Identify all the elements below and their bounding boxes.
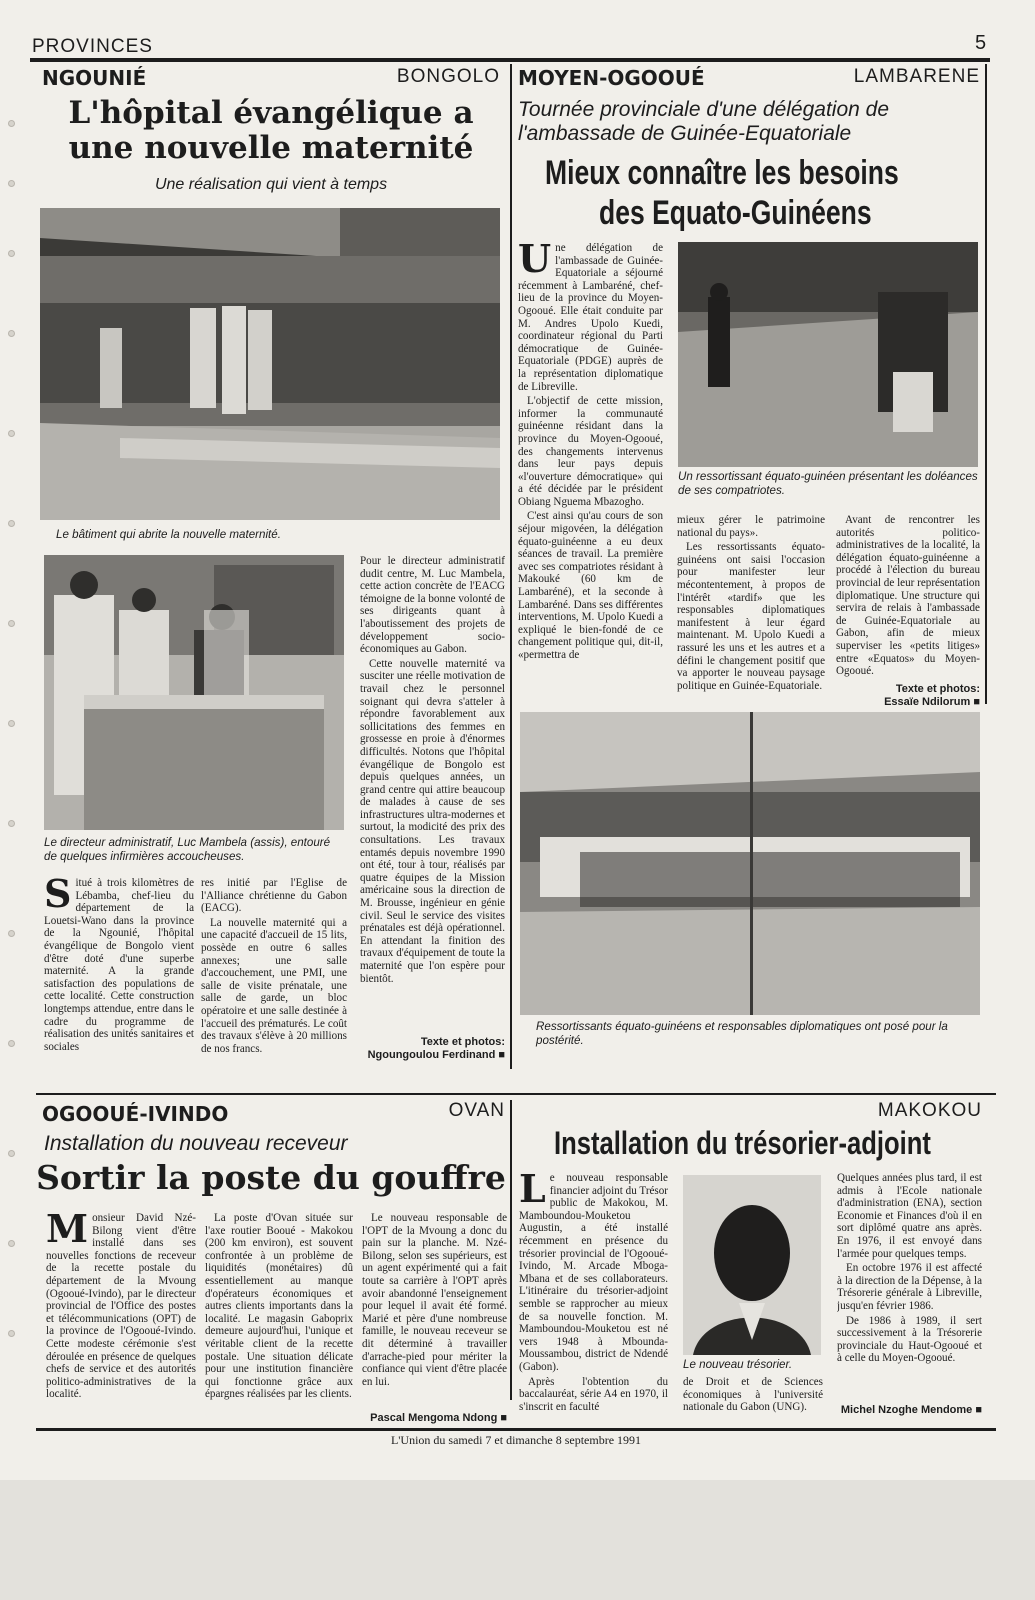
- article1-subtitle: Une réalisation qui vient à temps: [154, 176, 388, 193]
- article3-kicker: Installation du nouveau receveur: [44, 1132, 348, 1155]
- article3-place: OVAN: [448, 1100, 505, 1121]
- article3-col1: Monsieur David Nzé-Bilong vient d'être installé dans ses nouvelles fonctions de receveur de la recette postale du département de la Mvoung (Ogooué-Ivindo), par le directeur provincial de l'Office des postes et télécommunications (OPT) de la province de l'Ogooué-Ivindo. Cette modeste cérémonie s'est déroulée en présence de quelques chefs de service et des autorités politico-administratives de la localité.: [46, 1212, 196, 1401]
- section-name: PROVINCES: [32, 36, 153, 57]
- article2-kicker: Tournée provinciale d'une délégation de l'ambassade de Guinée-Equatoriale: [518, 98, 890, 146]
- header-rule: [30, 58, 990, 62]
- article4-drop-cap: L: [519, 1172, 546, 1211]
- article3-region: OGOOUÉ-IVINDO: [42, 1102, 229, 1126]
- article3-title: Sortir la poste du gouffre: [36, 1158, 506, 1197]
- article2-col2: mieux gérer le patrimoine national du pays». Les ressortissants équato-guinéens ont saisi l'occasion pour manifester leur mécontentement, à propos de l'intérêt «tardif» que les responsables diplomatiques manifestent à leur égard maintenant. M. Upolo Kuedi a rassuré les uns et les autres et a défini le changement positif que va apporter le nouveau paysage politique en Guinée-Equatoriale.: [677, 514, 825, 692]
- page-number: 5: [975, 32, 987, 54]
- article1-photo1-caption: Le bâtiment qui abrite la nouvelle maternité.: [56, 528, 281, 541]
- article1-col1: Situé à trois kilomètres de Lébamba, chef-lieu du département de la Louetsi-Wano dans la province de la Ngounié, l'hôpital évangélique de Bongolo vient d'être doté d'une superbe maternité. A la grande satisfaction des populations de cette localité. Cette construction longtemps attendue, entre dans le cadre du programme de réalisation des unités sanitaires et sociales: [44, 877, 194, 1053]
- article1-title: L'hôpital évangélique a une nouvelle maternité: [68, 95, 474, 166]
- article3-signature: Pascal Mengoma Ndong ■: [370, 1412, 507, 1424]
- article1-region: NGOUNIÉ: [42, 66, 147, 90]
- article2-col1: Une délégation de l'ambassade de Guinée-Equatoriale a séjourné récemment à Lambaréné, chef-lieu de la province du Moyen-Ogooué. Elle était conduite par M. Andres Upolo Kuedi, coordinateur régional du Parti démocratique de Guinée-Equatoriale (PDGE) auprès de la représentation diplomatique de Libreville. L'objectif de cette mission, informer la communauté guinéenne résidant dans la province du Moyen-Ogooué, des changements intervenus dans leur pays depuis «l'ouverture démocratique» qui a été décidée par le président Obiang Nguema Mbazogho. C'est ainsi qu'au cours de son séjour migovéen, la délégation équato-guinéenne a eu deux séances de travail. La première avec ses compatriotes résidant à Makouké (60 km de Lambaréné), et la seconde à Lambaréné. Dans ses différentes interventions, M. Upolo Kuedi a expliqué le bien-fondé de ce changement politique qui, dit-il, «permettra de: [518, 242, 663, 661]
- article2-signature: Texte et photos: Essaïe Ndilorum ■: [884, 683, 980, 708]
- article4-col1: Le nouveau responsable financier adjoint du Trésor public de Makokou, M. Mamboundou-Mouketou Augustin, a été installé récemment en présence du trésorier provincial de l'Ogooué-Ivindo, M. Arcade Mboga-Mbana et de ses collaborateurs. L'itinéraire du trésorier-adjoint semble se rapprocher au mieux de sa nouvelle fonction. M. Mamboundou-Mouketou est né vers 1948 à Mbounda-Moussambou, district de Ndendé (Gabon). Après l'obtention du baccalauréat, série A4 en 1970, il s'inscrit en faculté: [519, 1172, 668, 1413]
- delegation-speaker-photo: [678, 242, 978, 467]
- director-photo: [44, 555, 344, 830]
- article3-col2: La poste d'Ovan située sur l'axe routier Booué - Makokou (200 km environ), est souvent confrontée à un problème de liquidités (monétaires) dû essentiellement au manque d'opérateurs économiques et autres clients importants dans la localité. Le magasin Gaboprix demeure aujourd'hui, l'unique et véritable client de la recette postale. Une situation délicate pour une institution financière qui fonctionne grâce aux épargnes réalisées par les clients.: [205, 1212, 353, 1401]
- page-footer: L'Union du samedi 7 et dimanche 8 septembre 1991: [390, 1433, 642, 1447]
- article1-place: BONGOLO: [396, 66, 500, 87]
- scan-margin: [0, 1480, 1035, 1600]
- binder-holes: [8, 100, 18, 1360]
- article2-col3: Avant de rencontrer les autorités politico-administratives de la localité, la délégation équato-guinéenne a procédé à l'élection du bureau provincial de leur représentation diplomatique. Une structure qui servira de relais à l'ambassade de Guinée-Equatoriale au Gabon, afin de mieux superviser les «petits litiges» entre «Equatos» du Moyen-Ogooué.: [836, 514, 980, 678]
- article1-photo2-caption: Le directeur administratif, Luc Mambela (assis), entouré de quelques infirmières accoucheuses.: [44, 836, 331, 863]
- article4-signature: Michel Nzoghe Mendome ■: [840, 1404, 982, 1416]
- article1-signature: Texte et photos: Ngoungoulou Ferdinand ■: [367, 1036, 505, 1061]
- article4-place: MAKOKOU: [877, 1100, 982, 1121]
- footer-rule: [36, 1428, 996, 1431]
- article4-col3: Quelques années plus tard, il est admis à l'Ecole nationale d'administration (ENA), section Economie et Finances d'où il en sort diplômé quatre ans après. En 1976, il est envoyé dans l'armée pour quelques temps. En octobre 1976 il est affecté à la direction de la Dépense, à la Trésorerie générale à Libreville, jusqu'en février 1986. De 1986 à 1989, il sert successivement à la Trésorerie provinciale du Haut-Ogooué et à celle du Moyen-Ogooué.: [837, 1172, 982, 1365]
- article4-title: Installation du trésorier-adjoint: [554, 1125, 931, 1161]
- article2-place: LAMBARENE: [853, 66, 980, 87]
- article2-title: Mieux connaître les besoins des Equato-Guinéens: [545, 154, 899, 232]
- article2-photo1-caption: Un ressortissant équato-guinéen présentant les doléances de ses compatriotes.: [678, 470, 978, 497]
- right-divider: [985, 64, 987, 704]
- middle-rule: [36, 1093, 996, 1095]
- article3-col3: Le nouveau responsable de l'OPT de la Mvoung a donc du pain sur la planche. M. Nzé-Bilong, selon ses supérieurs, est un agent expérimenté qui a fait toute sa carrière à l'OPT après avoir abandonné l'enseignement pour lequel il avait été formé. Marié et père d'une nombreuse famille, le nouveau receveur se dit déterminé à travailler d'arrache-pied pour mériter la confiance qui vient d'être placée en lui.: [362, 1212, 507, 1388]
- treasurer-portrait: [683, 1175, 821, 1355]
- article3-drop-cap: M: [46, 1212, 89, 1251]
- center-divider: [510, 64, 512, 1069]
- article1-col3: Pour le directeur administratif dudit centre, M. Luc Mambela, cette action concrète de l'EACG témoigne de la bonne volonté de ses dirigeants quant à l'aboutissement des projets de développement socio-économiques au Gabon. Cette nouvelle maternité va susciter une réelle motivation de travail chez le personnel soignant qui devra s'atteler à répondre favorablement aux sollicitations des femmes en grossesse en proie à d'énormes difficultés. Notons que l'hôpital évangélique de Bongolo est depuis quelques années, un grand centre qui attire beaucoup de malades à cause de ses infrastructures ultra-modernes et surtout, la modicité des prix des consultations. Les travaux entamés depuis novembre 1990 ont été, tour à tour, réalisés par quatre équipes de la Mission américaine sous la direction de M. Brousse, ingénieur en génie civil. Seul le service des visites prénatales est déjà opérationnel. En attendant la finition des travaux d'équipement de toute la maternité que l'on espère pour bientôt.: [360, 555, 505, 985]
- article2-drop-cap: U: [518, 242, 552, 281]
- article2-photo2-caption: Ressortissants équato-guinéens et responsables diplomatiques ont posé pour la postérité.: [536, 1020, 948, 1047]
- article1-drop-cap: S: [44, 877, 72, 916]
- article4-col2: de Droit et de Sciences économiques à l'université nationale du Gabon (UNG).: [683, 1376, 823, 1414]
- lower-center-divider: [510, 1100, 512, 1400]
- article1-col2: res initié par l'Eglise de l'Alliance chrétienne du Gabon (EACG). La nouvelle maternité qui a une capacité d'accueil de 15 lits, possède en outre 6 salles annexes; une salle d'accouchement, une PMI, une salle de visite prénatale, une salle de garde, un bloc opératoire et une salle destinée à l'accueil des prématurés. Le coût des travaux s'élève à 20 millions de nos francs.: [201, 877, 347, 1055]
- article2-region: MOYEN-OGOOUÉ: [518, 66, 705, 90]
- maternity-building-photo: [40, 208, 500, 520]
- group-photo: [520, 712, 980, 1015]
- article4-photo-caption: Le nouveau trésorier.: [683, 1358, 793, 1371]
